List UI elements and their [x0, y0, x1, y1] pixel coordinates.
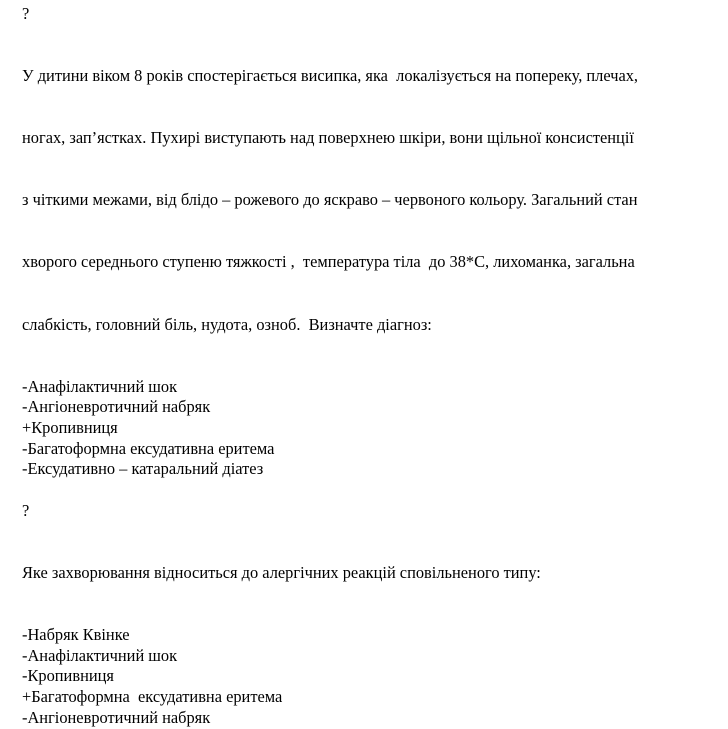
answer-option: -Ангіоневротичний набряк [22, 397, 211, 417]
blank-line [22, 480, 712, 501]
document-body [22, 4, 712, 729]
answer-option: -Ангіоневротичний набряк [22, 707, 211, 727]
answer-option: -Кропивниця [22, 666, 114, 686]
question-text-line: слабкість, головний біль, нудота, озноб. Визначте діагноз: [22, 314, 432, 334]
question-text-line: Яке захворювання відноситься до алергічних реакцій сповільненого типу: [22, 562, 541, 582]
answer-option: -Анафілактичний шок [22, 376, 178, 396]
question-text-line: У дитини віком 8 років спостерігається висипка, яка локалізується на попереку, плечах, [22, 66, 639, 86]
question-block-1 [22, 4, 712, 480]
question-block-2 [22, 501, 712, 729]
answer-options [22, 625, 712, 729]
question-text-line: хворого середнього ступеню тяжкості , температура тіла до 38*С, лихоманка, загальна [22, 252, 635, 272]
question-marker: ? [22, 500, 30, 520]
question-text-line: з чіткими межами, від блідо – рожевого до яскраво – червоного кольору. Загальний стан [22, 190, 638, 210]
question-text [22, 522, 712, 626]
answer-option: -Багатоформна ексудативна еритема [22, 438, 275, 458]
answer-options [22, 377, 712, 481]
question-marker: ? [22, 4, 30, 23]
question-text-line: ногах, зап’ястках. Пухирі виступають над поверхнею шкіри, вони щільної консистенції [22, 128, 634, 148]
answer-option-correct: +Кропивниця [22, 418, 118, 438]
question-text [22, 25, 712, 377]
answer-option: -Анафілактичний шок [22, 645, 178, 665]
answer-option: -Набряк Квінке [22, 625, 130, 645]
answer-option-correct: +Багатоформна ексудативна еритема [22, 687, 283, 707]
answer-option: -Ексудативно – катаральний діатез [22, 459, 264, 479]
